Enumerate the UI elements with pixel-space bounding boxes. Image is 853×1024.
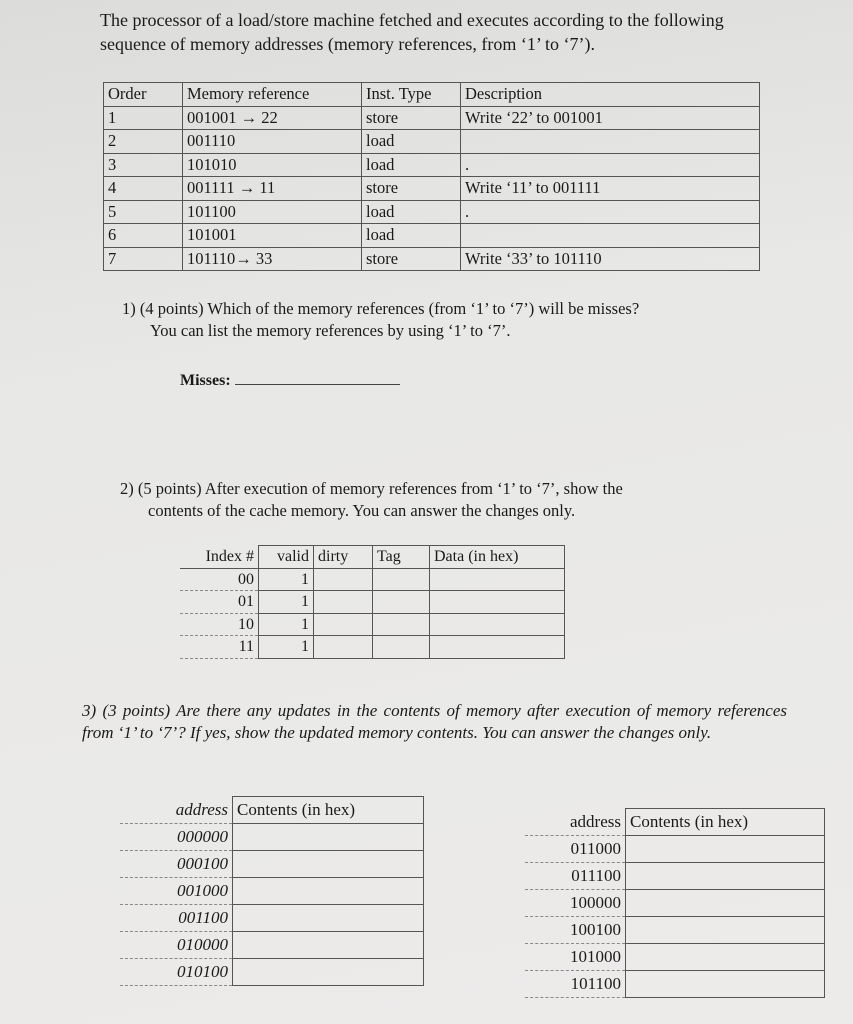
order-cell: 3 [104, 153, 183, 177]
description-cell: Write ‘11’ to 001111 [461, 177, 760, 201]
header-order: Order [104, 83, 183, 107]
address-cell: 101000 [525, 944, 626, 971]
data-cell[interactable] [430, 636, 565, 659]
table-header-row [120, 797, 424, 824]
address-cell: 011100 [525, 863, 626, 890]
order-cell: 2 [104, 130, 183, 154]
tag-cell[interactable] [373, 568, 430, 591]
header-address: address [120, 797, 233, 824]
index-cell: 00 [180, 568, 259, 591]
table-row [525, 890, 825, 917]
table-row [180, 591, 565, 614]
memory-reference-cell: 001001 → 22 [183, 106, 362, 130]
data-cell[interactable] [430, 591, 565, 614]
table-row [180, 636, 565, 659]
index-cell: 11 [180, 636, 259, 659]
header-contents: Contents (in hex) [233, 797, 424, 824]
table-row [120, 932, 424, 959]
table-row [525, 944, 825, 971]
memory-reference-cell: 001111 → 11 [183, 177, 362, 201]
memory-table-right [525, 808, 825, 998]
header-contents: Contents (in hex) [626, 809, 825, 836]
table-row [525, 836, 825, 863]
table-header-row [180, 546, 565, 569]
inst-type-cell: store [362, 106, 461, 130]
order-cell: 1 [104, 106, 183, 130]
contents-cell[interactable] [626, 836, 825, 863]
address-cell: 000000 [120, 824, 233, 851]
question-3: 3) (3 points) Are there any updates in the contents of memory after execution of memory references from ‘1’ to ‘7’? If yes, show the updated memory contents. You can answer the changes only. [82, 701, 787, 742]
description-cell: Write ‘33’ to 101110 [461, 247, 760, 271]
description-cell [461, 130, 760, 154]
misses-label: Misses: [180, 372, 231, 389]
header-description: Description [461, 83, 760, 107]
index-cell: 10 [180, 613, 259, 636]
description-cell: . [461, 153, 760, 177]
table-row [180, 613, 565, 636]
table-row [104, 224, 760, 248]
contents-cell[interactable] [233, 851, 424, 878]
inst-type-cell: store [362, 247, 461, 271]
question-1-line2: You can list the memory references by using ‘1’ to ‘7’. [150, 321, 511, 340]
table-row [120, 851, 424, 878]
contents-cell[interactable] [233, 959, 424, 986]
question-1 [122, 298, 772, 342]
inst-type-cell: load [362, 200, 461, 224]
address-cell: 100000 [525, 890, 626, 917]
header-memory-reference: Memory reference [183, 83, 362, 107]
table-row [120, 878, 424, 905]
address-cell: 000100 [120, 851, 233, 878]
table-row [104, 106, 760, 130]
memory-table-left [120, 796, 424, 986]
table-row [104, 153, 760, 177]
address-cell: 001100 [120, 905, 233, 932]
valid-cell: 1 [259, 636, 314, 659]
table-header-row [104, 83, 760, 107]
table-row [104, 130, 760, 154]
contents-cell[interactable] [626, 971, 825, 998]
table-row [120, 905, 424, 932]
cache-table [180, 545, 565, 659]
question-2 [120, 478, 770, 522]
header-dirty: dirty [314, 546, 373, 569]
memory-reference-cell: 101110→ 33 [183, 247, 362, 271]
dirty-cell[interactable] [314, 636, 373, 659]
dirty-cell[interactable] [314, 568, 373, 591]
header-valid: valid [259, 546, 314, 569]
inst-type-cell: load [362, 153, 461, 177]
table-row [525, 917, 825, 944]
inst-type-cell: load [362, 130, 461, 154]
address-cell: 011000 [525, 836, 626, 863]
tag-cell[interactable] [373, 591, 430, 614]
order-cell: 4 [104, 177, 183, 201]
valid-cell: 1 [259, 568, 314, 591]
order-cell: 5 [104, 200, 183, 224]
header-index: Index # [180, 546, 259, 569]
order-cell: 7 [104, 247, 183, 271]
dirty-cell[interactable] [314, 613, 373, 636]
contents-cell[interactable] [233, 824, 424, 851]
contents-cell[interactable] [626, 890, 825, 917]
table-row [120, 824, 424, 851]
memory-reference-cell: 101001 [183, 224, 362, 248]
contents-cell[interactable] [233, 878, 424, 905]
memory-reference-table [103, 82, 760, 271]
inst-type-cell: load [362, 224, 461, 248]
tag-cell[interactable] [373, 613, 430, 636]
question-1-line1: 1) (4 points) Which of the memory references (from ‘1’ to ‘7’) will be misses? [122, 299, 640, 318]
order-cell: 6 [104, 224, 183, 248]
header-address: address [525, 809, 626, 836]
address-cell: 010100 [120, 959, 233, 986]
address-cell: 010000 [120, 932, 233, 959]
data-cell[interactable] [430, 568, 565, 591]
table-row [120, 959, 424, 986]
contents-cell[interactable] [626, 944, 825, 971]
contents-cell[interactable] [233, 932, 424, 959]
data-cell[interactable] [430, 613, 565, 636]
table-row [104, 200, 760, 224]
memory-reference-cell: 101010 [183, 153, 362, 177]
description-cell: Write ‘22’ to 001001 [461, 106, 760, 130]
valid-cell: 1 [259, 591, 314, 614]
table-row [525, 971, 825, 998]
memory-reference-cell: 101100 [183, 200, 362, 224]
tag-cell[interactable] [373, 636, 430, 659]
index-cell: 01 [180, 591, 259, 614]
dirty-cell[interactable] [314, 591, 373, 614]
address-cell: 101100 [525, 971, 626, 998]
table-row [104, 177, 760, 201]
contents-cell[interactable] [233, 905, 424, 932]
valid-cell: 1 [259, 613, 314, 636]
memory-reference-cell: 001110 [183, 130, 362, 154]
inst-type-cell: store [362, 177, 461, 201]
misses-answer-blank[interactable] [235, 372, 400, 385]
table-header-row [525, 809, 825, 836]
address-cell: 100100 [525, 917, 626, 944]
header-data: Data (in hex) [430, 546, 565, 569]
description-cell [461, 224, 760, 248]
question-2-line2: contents of the cache memory. You can answer the changes only. [148, 501, 576, 520]
table-row [525, 863, 825, 890]
header-tag: Tag [373, 546, 430, 569]
contents-cell[interactable] [626, 917, 825, 944]
misses-answer [180, 372, 400, 390]
contents-cell[interactable] [626, 863, 825, 890]
table-row [104, 247, 760, 271]
description-cell: . [461, 200, 760, 224]
header-inst-type: Inst. Type [362, 83, 461, 107]
address-cell: 001000 [120, 878, 233, 905]
table-row [180, 568, 565, 591]
question-2-line1: 2) (5 points) After execution of memory references from ‘1’ to ‘7’, show the [120, 479, 623, 498]
intro-text: The processor of a load/store machine fetched and executes according to the following sequence of memory addresses (memory references, from ‘1’ to ‘7’). [100, 10, 724, 54]
